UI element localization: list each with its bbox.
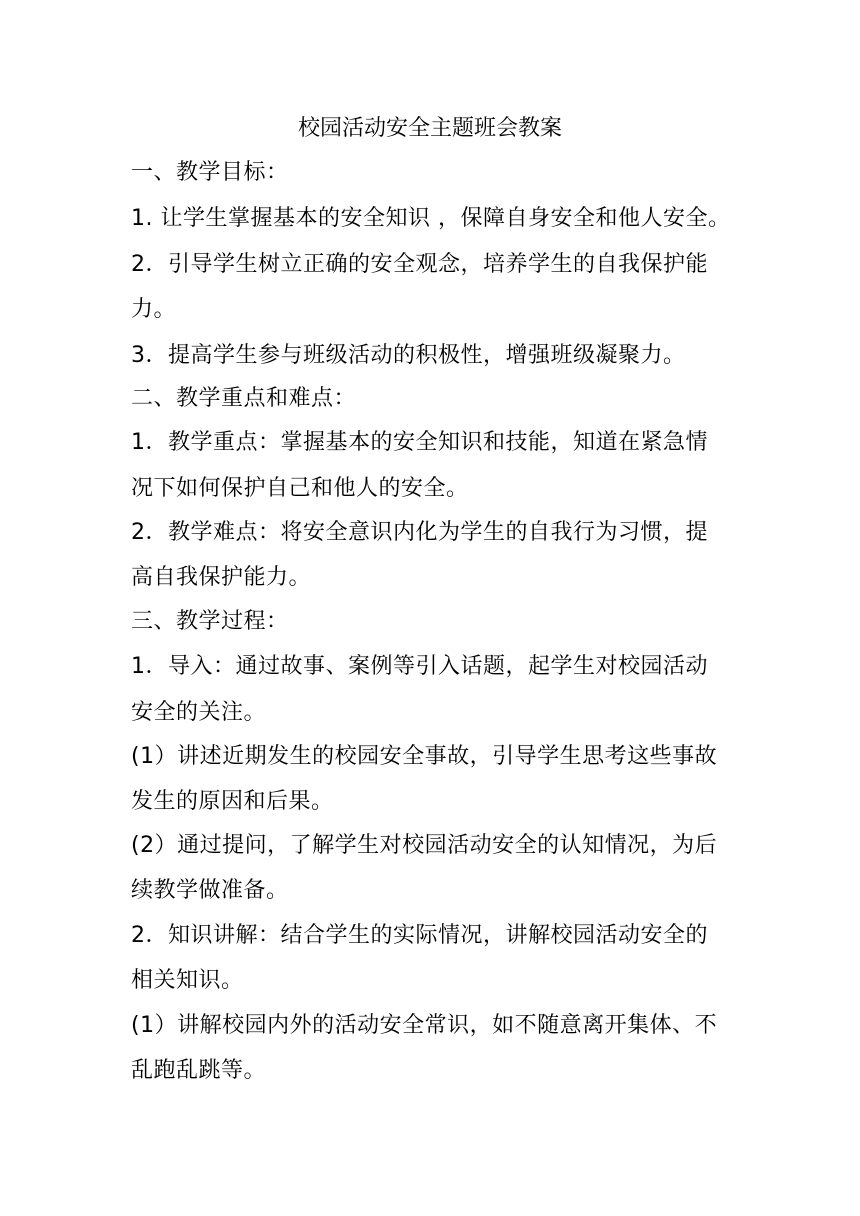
paragraph-line: 2．知识讲解：结合学生的实际情况，讲解校园活动安全的 bbox=[131, 923, 708, 948]
paragraph-line: 相关知识。 bbox=[131, 968, 244, 993]
paragraph-line: 1. 让学生掌握基本的安全知识 ，保障自身安全和他人安全。 bbox=[131, 206, 731, 231]
paragraph-line: 力。 bbox=[131, 297, 177, 322]
paragraph-line: 续教学做准备。 bbox=[131, 878, 289, 903]
paragraph-line: (1）讲述近期发生的校园安全事故，引导学生思考这些事故 bbox=[131, 744, 718, 769]
paragraph-line: 2．教学难点：将安全意识内化为学生的自我行为习惯，提 bbox=[131, 520, 708, 545]
paragraph-line: 发生的原因和后果。 bbox=[131, 789, 334, 814]
section-heading-teaching-goals: 一、教学目标： bbox=[131, 160, 289, 185]
paragraph-line: (1）讲解校园内外的活动安全常识，如不随意离开集体、不 bbox=[131, 1013, 718, 1038]
paragraph-line: 2．引导学生树立正确的安全观念，培养学生的自我保护能 bbox=[131, 252, 708, 277]
paragraph-line: (2）通过提问，了解学生对校园活动安全的认知情况，为后 bbox=[131, 833, 718, 858]
paragraph-line: 况下如何保护自己和他人的安全。 bbox=[131, 476, 469, 501]
paragraph-line: 乱跑乱跳等。 bbox=[131, 1058, 267, 1083]
paragraph-line: 安全的关注。 bbox=[131, 700, 267, 725]
paragraph-line: 1．教学重点：掌握基本的安全知识和技能，知道在紧急情 bbox=[131, 430, 708, 455]
paragraph-line: 3．提高学生参与班级活动的积极性，增强班级凝聚力。 bbox=[131, 343, 686, 368]
section-heading-key-points: 二、教学重点和难点： bbox=[131, 386, 357, 411]
paragraph-line: 1．导入：通过故事、案例等引入话题，起学生对校园活动 bbox=[131, 654, 708, 679]
document-title: 校园活动安全主题班会教案 bbox=[297, 116, 562, 141]
section-heading-teaching-process: 三、教学过程： bbox=[131, 609, 289, 634]
paragraph-line: 高自我保护能力。 bbox=[131, 565, 312, 590]
